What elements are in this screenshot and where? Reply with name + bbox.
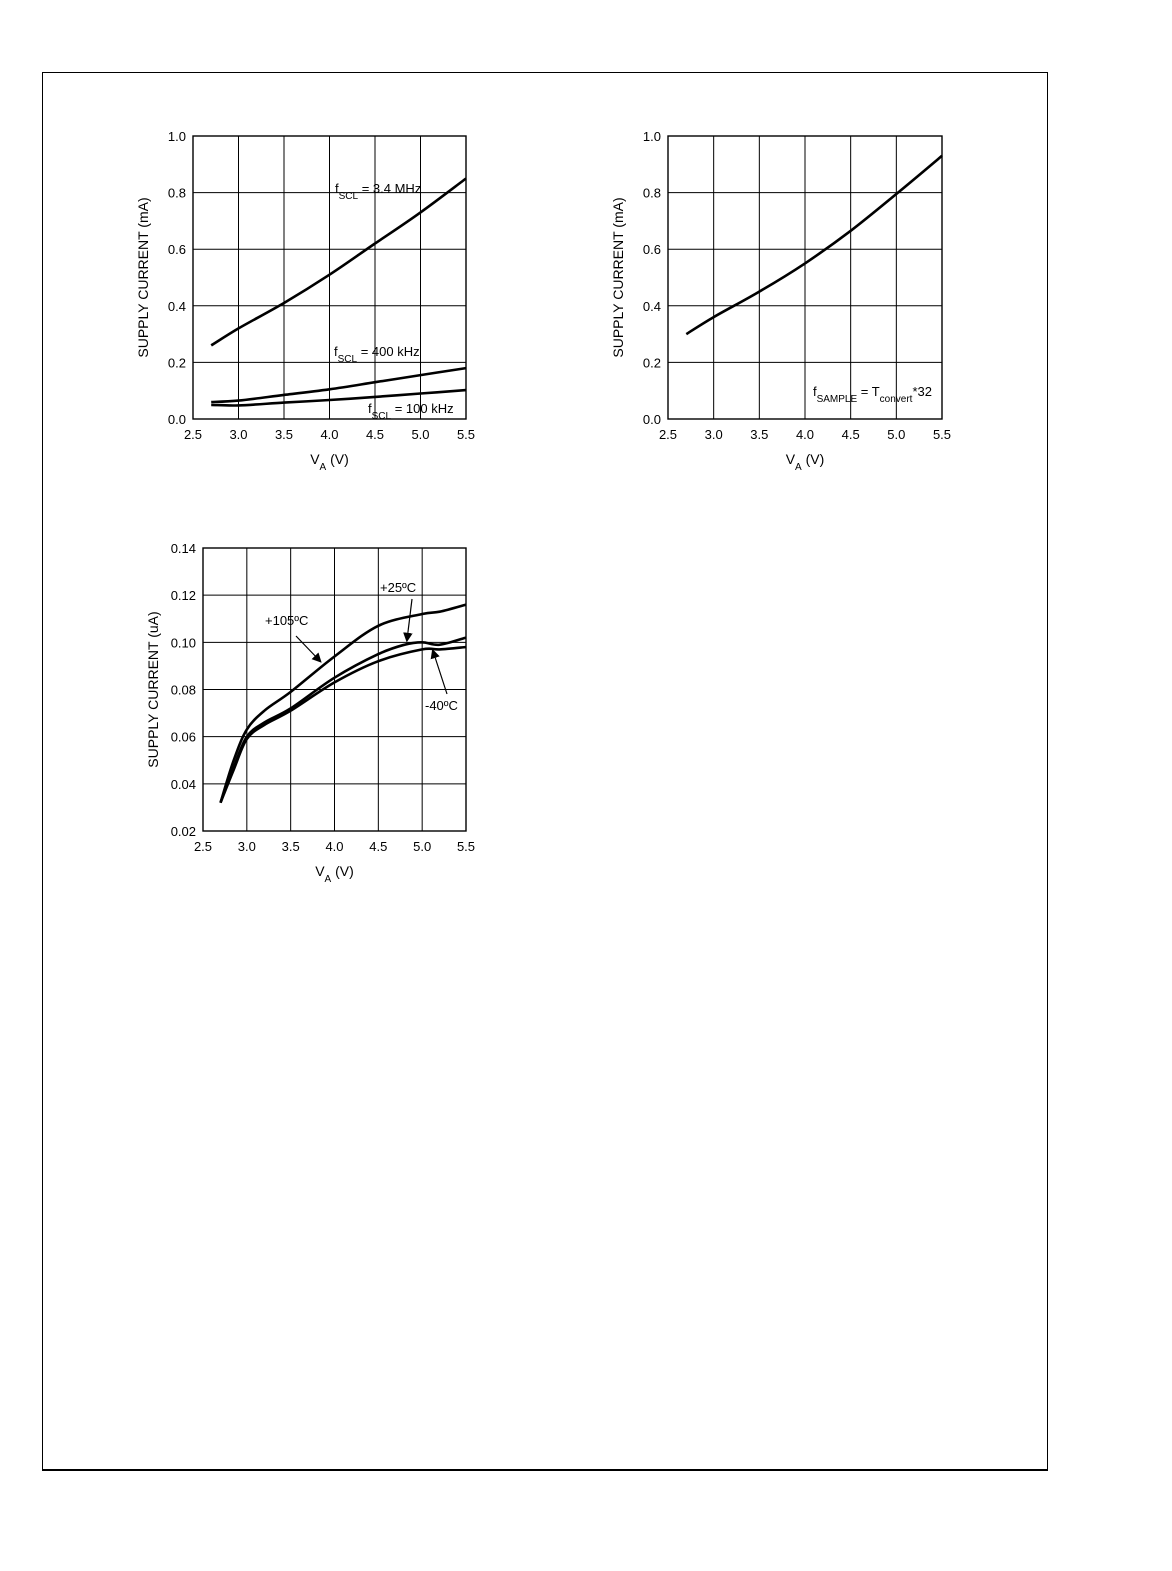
series-label-2-part-2: = 100 kHz — [391, 401, 454, 416]
sample-rate-annotation-part-3: convert — [879, 393, 913, 405]
x-tick-label-part-0: 3.0 — [704, 427, 723, 442]
x-axis-title-part-2: (V) — [326, 451, 349, 467]
series-label-2-part-0: f — [368, 401, 372, 416]
y-tick-label-part-0: 0.14 — [170, 541, 196, 556]
sample-rate-annotation-part-0: f — [812, 384, 817, 399]
sample-rate-annotation-part-1: SAMPLE — [816, 393, 858, 405]
temperature-label-1-part-0: +25ºC — [380, 580, 417, 595]
x-tick-label-part-0: 5.5 — [456, 839, 476, 854]
y-tick-label-part-0: 0.0 — [167, 412, 186, 427]
y-tick-label-part-0: 0.6 — [642, 242, 661, 258]
x-tick-label — [238, 839, 256, 854]
temperature-arrow-2 — [433, 651, 447, 694]
x-tick-label — [325, 839, 343, 854]
sample-rate-annotation-part-2: = T — [857, 384, 880, 399]
x-tick-label-part-0: 4.5 — [365, 427, 385, 442]
y-axis-title: SUPPLY CURRENT (mA) — [610, 197, 626, 358]
x-tick-label-part-0: 3.5 — [281, 839, 300, 854]
series-line-2 — [221, 647, 467, 803]
x-tick-label-part-0: 2.5 — [183, 427, 203, 442]
y-tick-label-part-0: 0.04 — [170, 776, 196, 792]
y-tick-label — [171, 635, 196, 650]
temperature-arrow-1 — [407, 599, 412, 640]
series-label-1-part-1: SCL — [337, 353, 358, 365]
y-tick-label-part-0: 0.06 — [170, 729, 196, 745]
y-tick-label — [171, 777, 196, 792]
x-tick-label-part-0: 2.5 — [193, 839, 213, 854]
y-tick-label-part-0: 0.8 — [642, 185, 661, 201]
x-tick-label-part-0: 4.0 — [325, 839, 344, 854]
x-tick-label-part-0: 4.0 — [795, 427, 815, 442]
x-tick-label-part-0: 3.0 — [229, 427, 248, 442]
x-tick-label-part-0: 3.0 — [237, 839, 256, 854]
x-tick-label-part-0: 4.0 — [320, 427, 339, 442]
x-tick-label-part-0: 2.5 — [658, 427, 678, 442]
temperature-arrow-0 — [296, 636, 320, 661]
y-tick-label-part-0: 0.08 — [170, 682, 196, 698]
y-tick-label-part-0: 0.4 — [642, 298, 661, 314]
x-tick-label — [413, 839, 431, 854]
y-tick-label — [171, 541, 196, 556]
x-axis-title-part-0: V — [785, 451, 796, 467]
series-label-0-part-2: = 3.4 MHz — [358, 181, 422, 196]
x-axis-title-part-0: V — [310, 451, 320, 467]
sample-rate-annotation-part-4: *32 — [912, 384, 932, 399]
temperature-label-2 — [425, 698, 458, 713]
x-tick-label-part-0: 3.5 — [750, 427, 769, 442]
series-label-0-part-1: SCL — [338, 190, 359, 202]
x-tick-label — [194, 839, 212, 854]
series-label-2-part-1: SCL — [371, 410, 392, 422]
temperature-label-0 — [265, 613, 308, 628]
x-axis-title-part-0: V — [315, 863, 325, 879]
y-tick-label-part-0: 0.12 — [170, 588, 196, 604]
temperature-label-1 — [380, 580, 416, 595]
x-tick-label-part-0: 5.0 — [413, 839, 432, 854]
x-tick-label — [282, 839, 300, 854]
temperature-label-2-part-0: -40ºC — [425, 698, 458, 713]
y-axis-title: SUPPLY CURRENT (uA) — [145, 611, 161, 768]
series-label-1-part-2: = 400 kHz — [357, 344, 420, 359]
x-tick-label-part-0: 5.0 — [887, 427, 906, 442]
series-label-1-part-0: f — [334, 344, 338, 359]
y-tick-label-part-0: 0.10 — [170, 635, 196, 651]
x-axis-title-part-1: A — [324, 873, 332, 885]
series-label-0-part-0: f — [335, 181, 339, 196]
y-tick-label-part-0: 0.4 — [167, 298, 186, 314]
x-tick-label — [457, 839, 475, 854]
y-tick-label-part-0: 0.8 — [167, 185, 186, 201]
x-tick-label-part-0: 5.5 — [932, 427, 952, 442]
y-tick-label-part-0: 0.0 — [642, 412, 661, 427]
y-tick-label-part-0: 0.6 — [167, 242, 186, 258]
x-tick-label-part-0: 3.5 — [274, 427, 294, 442]
y-tick-label — [171, 683, 196, 698]
x-axis-title-part-2: (V) — [801, 451, 825, 467]
x-axis-title-part-2: (V) — [331, 863, 354, 879]
x-axis-title-part-1: A — [795, 461, 802, 473]
y-tick-label-part-0: 0.2 — [642, 355, 661, 371]
temperature-label-0-part-0: +105ºC — [265, 613, 309, 628]
x-tick-label-part-0: 4.5 — [841, 427, 860, 442]
y-tick-label — [171, 730, 196, 745]
x-tick-label-part-0: 4.5 — [369, 839, 388, 854]
y-tick-label-part-0: 1.0 — [167, 129, 186, 144]
y-axis-title: SUPPLY CURRENT (mA) — [135, 197, 151, 358]
x-tick-label-part-0: 5.0 — [411, 427, 430, 442]
series-line-1 — [221, 638, 467, 803]
x-tick-label — [369, 839, 387, 854]
x-axis-title — [315, 863, 354, 885]
y-tick-label-part-0: 1.0 — [642, 129, 661, 144]
x-axis-title-part-1: A — [319, 461, 327, 473]
y-tick-label-part-0: 0.02 — [170, 824, 196, 839]
y-tick-label-part-0: 0.2 — [167, 355, 186, 371]
y-tick-label — [171, 824, 196, 839]
x-tick-label-part-0: 5.5 — [456, 427, 476, 442]
y-tick-label — [171, 588, 196, 603]
